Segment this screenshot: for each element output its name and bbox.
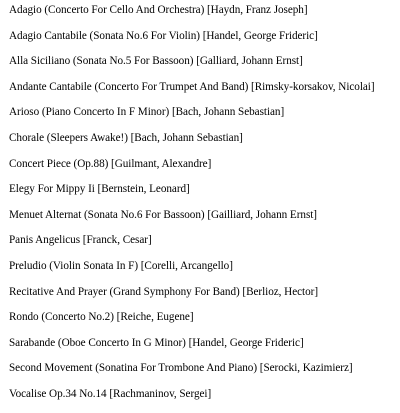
list-item: Alla Siciliano (Sonata No.5 For Bassoon) [Galliard, Johann Ernst] (9, 55, 303, 68)
list-item: Preludio (Violin Sonata In F) [Corelli, Arcangello] (9, 259, 233, 272)
list-item: Andante Cantabile (Concerto For Trumpet And Band) [Rimsky-korsakov, Nicolai] (9, 80, 375, 93)
list-item: Adagio Cantabile (Sonata No.6 For Violin) [Handel, George Frideric] (9, 29, 318, 42)
list-item: Chorale (Sleepers Awake!) [Bach, Johann Sebastian] (9, 131, 243, 144)
list-item: Elegy For Mippy Ii [Bernstein, Leonard] (9, 183, 190, 196)
list-item: Recitative And Prayer (Grand Symphony For Band) [Berlioz, Hector] (9, 285, 318, 298)
list-item: Concert Piece (Op.88) [Guilmant, Alexandre] (9, 157, 212, 170)
piece-list (9, 3, 397, 413)
list-item: Rondo (Concerto No.2) [Reiche, Eugene] (9, 311, 194, 324)
list-item: Menuet Alternat (Sonata No.6 For Bassoon) [Gailliard, Johann Ernst] (9, 208, 317, 221)
list-item: Panis Angelicus [Franck, Cesar] (9, 234, 152, 247)
list-item: Arioso (Piano Concerto In F Minor) [Bach, Johann Sebastian] (9, 106, 285, 119)
list-item: Adagio (Concerto For Cello And Orchestra) [Haydn, Franz Joseph] (9, 4, 308, 16)
list-item: Second Movement (Sonatina For Trombone And Piano) [Serocki, Kazimierz] (9, 362, 353, 375)
list-item: Vocalise Op.34 No.14 [Rachmaninov, Sergei] (9, 387, 212, 400)
list-item: Sarabande (Oboe Concerto In G Minor) [Handel, George Frideric] (9, 336, 304, 349)
